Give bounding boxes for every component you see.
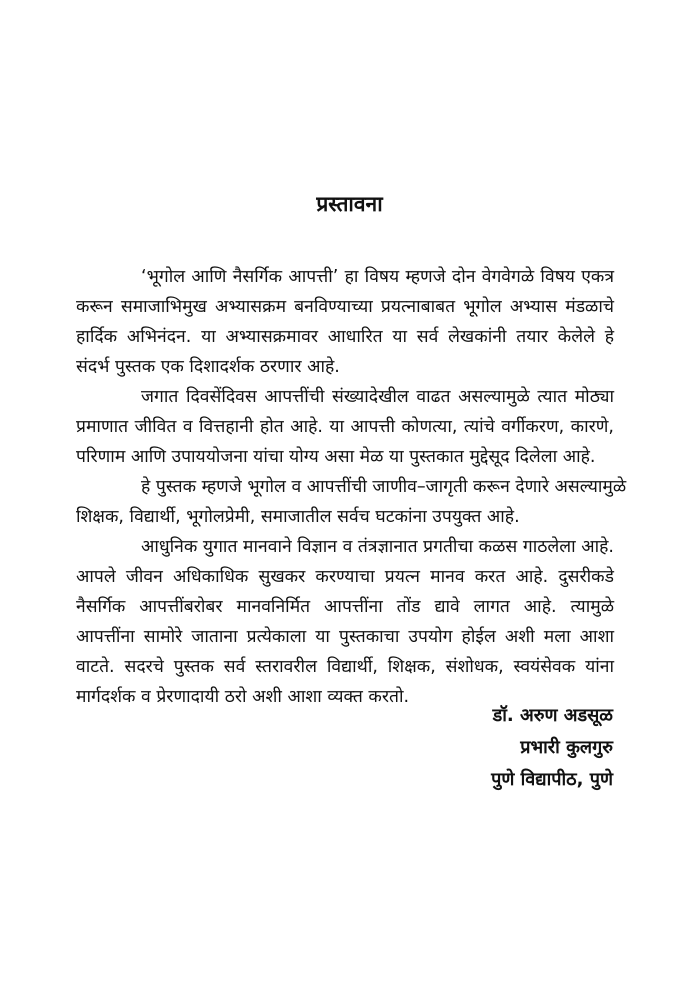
paragraph-2-line-2: प्रमाणात जीवित व वित्तहानी होत आहे. या आपत्ती कोणत्या, त्यांचे वर्गीकरण, कारणे,: [76, 417, 614, 437]
preface-body: [76, 262, 627, 712]
paragraph-1-line-4: संदर्भ पुस्तक एक दिशादर्शक ठरणार आहे.: [76, 357, 340, 377]
paragraph-2-line-1: जगात दिवसेंदिवस आपत्तींची संख्यादेखील वाढत असल्यामुळे त्यात मोठ्या: [141, 387, 614, 407]
paragraph-4-line-5: वाटते. सदरचे पुस्तक सर्व स्तरावरील विद्यार्थी, शिक्षक, संशोधक, स्वयंसेवक यांना: [76, 657, 614, 677]
paragraph-1-line-2: करून समाजाभिमुख अभ्यासक्रम बनविण्याच्या प्रयत्नाबाबत भूगोल अभ्यास मंडळाचे: [76, 297, 614, 317]
paragraph-4-line-1: आधुनिक युगात मानवाने विज्ञान व तंत्रज्ञानात प्रगतीचा कळस गाठलेला आहे.: [141, 537, 614, 557]
paragraph-1-line-1: ‘भूगोल आणि नैसर्गिक आपत्ती’ हा विषय म्हणजे दोन वेगवेगळे विषय एकत्र: [141, 267, 614, 287]
paragraph-3-line-1: हे पुस्तक म्हणजे भूगोल व आपत्तींची जाणीव–जागृती करून देणारे असल्यामुळे: [141, 477, 627, 497]
paragraph-2-line-3: परिणाम आणि उपाययोजना यांचा योग्य असा मेळ या पुस्तकात मुद्देसूद दिलेला आहे.: [76, 447, 596, 467]
signatory-institution: पुणे विद्यापीठ, पुणे: [491, 769, 613, 790]
paragraph-1-line-3: हार्दिक अभिनंदन. या अभ्यासक्रमावर आधारित या सर्व लेखकांनी तयार केलेले हे: [76, 327, 614, 347]
paragraph-4-line-3: नैसर्गिक आपत्तींबरोबर मानवनिर्मित आपत्तींना तोंड द्यावे लागत आहे. त्यामुळे: [76, 597, 614, 617]
signatory-name: डॉ. अरुण अडसूळ: [492, 705, 613, 726]
page-title: प्रस्तावना: [316, 192, 383, 216]
paragraph-4-line-6: मार्गदर्शक व प्रेरणादायी ठरो अशी आशा व्यक्त करतो.: [76, 687, 410, 707]
signature-block: [491, 700, 613, 796]
paragraph-4-line-2: आपले जीवन अधिकाधिक सुखकर करण्याचा प्रयत्न मानव करत आहे. दुसरीकडे: [76, 567, 614, 587]
paragraph-4-line-4: आपत्तींना सामोरे जाताना प्रत्येकाला या पुस्तकाचा उपयोग होईल अशी मला आशा: [76, 627, 614, 647]
signatory-designation: प्रभारी कुलगुरु: [520, 737, 613, 758]
paragraph-3-line-2: शिक्षक, विद्यार्थी, भूगोलप्रेमी, समाजातील सर्वच घटकांना उपयुक्त आहे.: [76, 507, 520, 527]
